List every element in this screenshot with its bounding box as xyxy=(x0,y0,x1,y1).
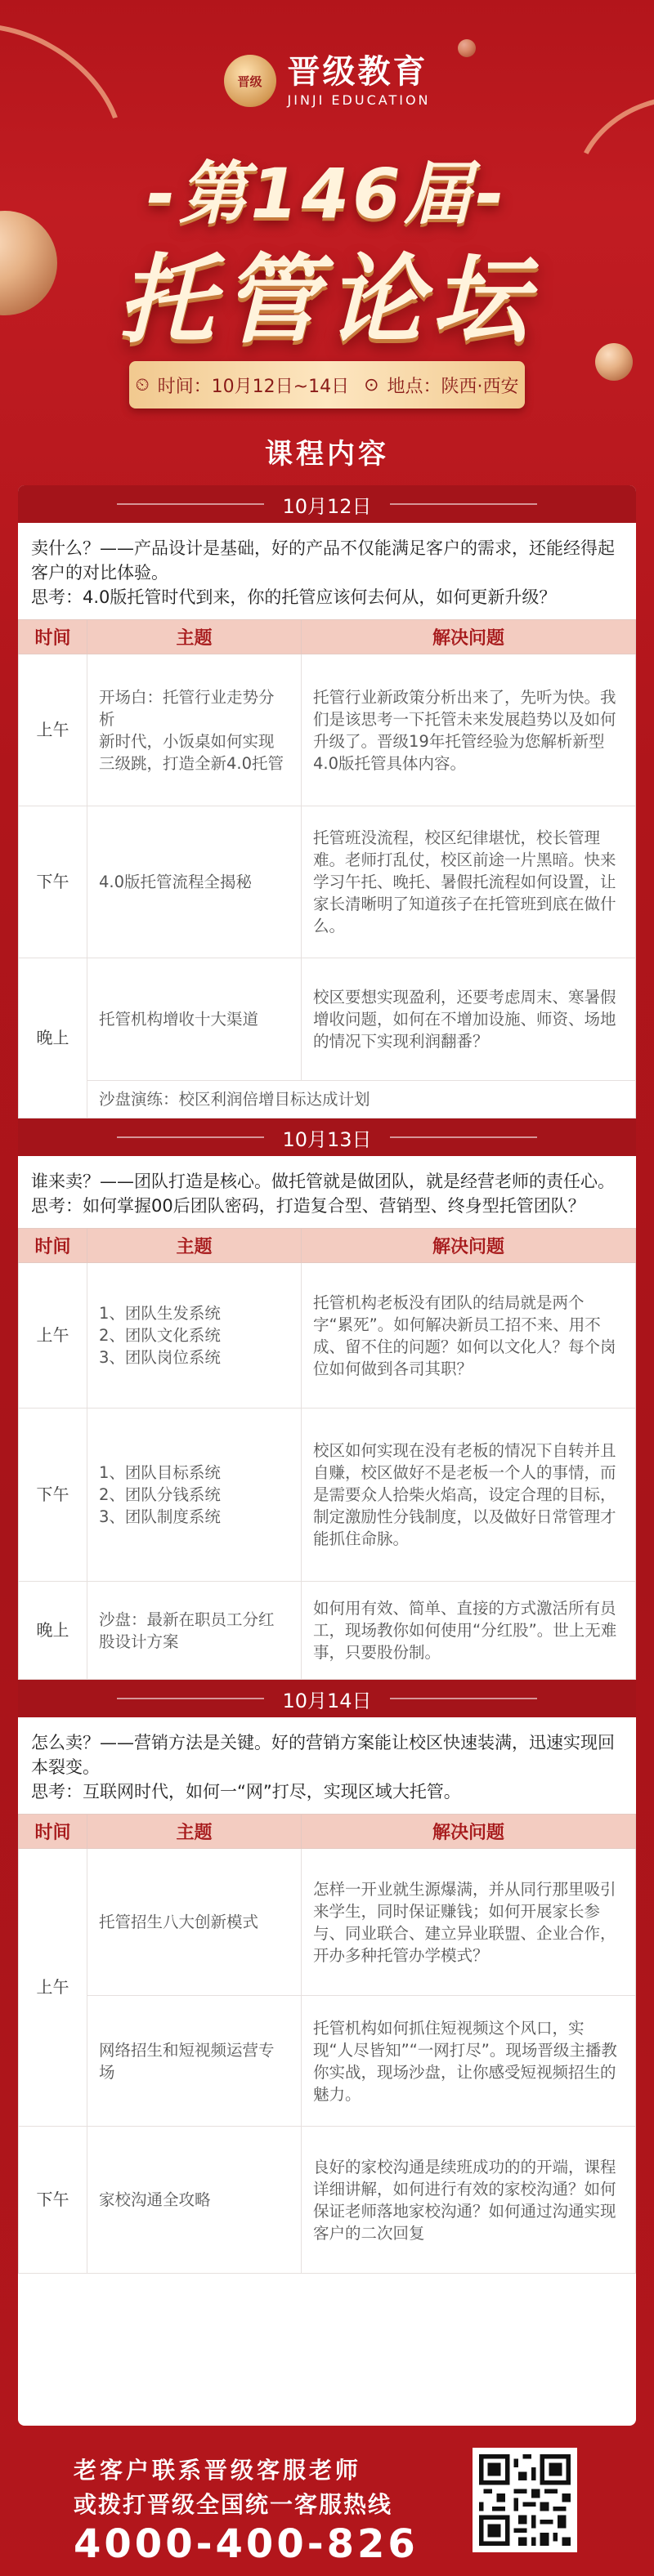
row-topic: 家校沟通全攻略 xyxy=(87,2127,302,2274)
day-date: 10月12日 xyxy=(282,494,372,518)
table-row xyxy=(19,1081,636,1118)
section-title: 课程内容 xyxy=(265,438,389,471)
row-time: 晚上 xyxy=(19,1582,87,1680)
table-row xyxy=(19,1582,636,1680)
intro-question: 谁来卖？——团队打造是核心。做托管就是做团队，就是经营老师的责任心。 xyxy=(31,1172,615,1191)
event-time: 时间：10月12日~14日 xyxy=(157,376,350,397)
col-header-topic: 主题 xyxy=(87,620,302,654)
day-header xyxy=(18,1680,636,1717)
row-time: 上午 xyxy=(19,1849,87,2127)
brand-name-en: JINJI EDUCATION xyxy=(287,92,431,108)
table-row xyxy=(19,1849,636,1996)
table-row xyxy=(19,2127,636,2274)
row-topic: 1、团队生发系统 2、团队文化系统 3、团队岗位系统 xyxy=(87,1263,302,1409)
row-solve: 良好的家校沟通是续班成功的的开端，课程详细讲解，如何进行有效的家校沟通？如何保证老师落地家校沟通？如何通过沟通实现客户的二次回复 xyxy=(302,2127,636,2274)
row-time: 晚上 xyxy=(19,958,87,1118)
table-row xyxy=(19,1263,636,1409)
event-place: 地点：陕西·西安 xyxy=(387,376,519,397)
clock-icon: ⏲ xyxy=(135,374,150,395)
row-solve: 如何用有效、简单、直接的方式激活所有员工，现场教你如何使用“分红股”。世上无难事，只要股份制。 xyxy=(302,1582,636,1680)
contact-footer xyxy=(0,2436,654,2576)
row-topic: 开场白：托管行业走势分析 新时代，小饭桌如何实现三级跳，打造全新4.0托管 xyxy=(87,654,302,806)
row-topic: 沙盘：最新在职员工分红股设计方案 xyxy=(87,1582,302,1680)
intro-thought: 思考：如何掌握00后团队密码，打造复合型、营销型、终身型托管团队？ xyxy=(31,1196,585,1216)
row-time: 下午 xyxy=(19,2127,87,2274)
row-solve: 托管班没流程，校区纪律堪忧，校长管理难。老师打乱仗，校区前途一片黑暗。快来学习午托、晚托、暑假托流程如何设置，让家长清晰明了知道孩子在托管班到底在做什么。 xyxy=(302,806,636,958)
schedule-card xyxy=(18,485,636,2426)
edition-title: -第146届- xyxy=(146,154,508,234)
day-schedule-table xyxy=(18,1228,636,1680)
col-header-time: 时间 xyxy=(19,620,87,654)
brand-logo xyxy=(0,54,654,108)
row-solve: 校区如何实现在没有老板的情况下自转并且自赚，校区做好不是老板一个人的事情，而是需要众人拾柴火焰高，设定合理的目标，制定激励性分钱制度，以及做好日常管理才能抓住命脉。 xyxy=(302,1409,636,1582)
row-solve: 托管机构老板没有团队的结局就是两个字“累死”。如何解决新员工招不来、用不成、留不住的问题？如何以文化人？每个岗位如何做到各司其职？ xyxy=(302,1263,636,1409)
footer-line1: 老客户联系晋级客服老师 xyxy=(74,2457,362,2484)
table-row xyxy=(19,806,636,958)
table-row xyxy=(19,1409,636,1582)
row-topic: 1、团队目标系统 2、团队分钱系统 3、团队制度系统 xyxy=(87,1409,302,1582)
row-extra: 沙盘演练：校区利润倍增目标达成计划 xyxy=(87,1081,636,1118)
day-intro xyxy=(18,1717,636,1814)
day-date: 10月13日 xyxy=(282,1127,372,1151)
row-solve: 托管机构如何抓住短视频这个风口，实现“人尽皆知”“一网打尽”。现场晋级主播教你实战，现场沙盘，让你感受短视频招生的魅力。 xyxy=(302,1996,636,2127)
table-row xyxy=(19,958,636,1081)
intro-thought: 思考：互联网时代，如何一“网”打尽，实现区域大托管。 xyxy=(31,1782,461,1801)
row-topic: 托管机构增收十大渠道 xyxy=(87,958,302,1081)
row-solve: 校区要想实现盈利，还要考虑周末、寒暑假增收问题，如何在不增加设施、师资、场地的情况下实现利润翻番？ xyxy=(302,958,636,1081)
row-time: 上午 xyxy=(19,1263,87,1409)
footer-line2: 或拨打晋级全国统一客服热线 xyxy=(74,2491,393,2518)
forum-title: 托管论坛 xyxy=(117,243,536,356)
day-header xyxy=(18,485,636,523)
col-header-time: 时间 xyxy=(19,1229,87,1263)
row-time: 下午 xyxy=(19,806,87,958)
row-solve: 怎样一开业就生源爆满，并从同行那里吸引来学生，同时保证赚钱；如何开展家长参与、同业联合、建立异业联盟、企业合作，开办多种托管办学模式？ xyxy=(302,1849,636,1996)
intro-question: 卖什么？——产品设计是基础，好的产品不仅能满足客户的需求，还能经得起客户的对比体验。 xyxy=(31,538,615,583)
brand-name: 晋级教育 xyxy=(287,53,428,91)
col-header-solve: 解决问题 xyxy=(302,1229,636,1263)
qr-code-icon[interactable] xyxy=(473,2448,577,2552)
row-topic: 网络招生和短视频运营专场 xyxy=(87,1996,302,2127)
location-pin-icon: ⊙ xyxy=(364,374,379,395)
day-date: 10月14日 xyxy=(282,1689,372,1712)
col-header-solve: 解决问题 xyxy=(302,620,636,654)
table-row xyxy=(19,1996,636,2127)
day-intro xyxy=(18,1156,636,1228)
table-row xyxy=(19,654,636,806)
col-header-solve: 解决问题 xyxy=(302,1815,636,1849)
intro-thought: 思考：4.0版托管时代到来，你的托管应该何去何从，如何更新升级？ xyxy=(31,587,557,607)
row-topic: 托管招生八大创新模式 xyxy=(87,1849,302,1996)
intro-question: 怎么卖？——营销方法是关键。好的营销方案能让校区快速装满，迅速实现回本裂变。 xyxy=(31,1733,615,1777)
col-header-topic: 主题 xyxy=(87,1229,302,1263)
row-solve: 托管行业新政策分析出来了，先听为快。我们是该思考一下托管未来发展趋势以及如何升级了。晋级19年托管经验为您解析新型4.0版托管具体内容。 xyxy=(302,654,636,806)
event-info-bar xyxy=(129,361,525,408)
day-schedule-table xyxy=(18,1814,636,2274)
col-header-time: 时间 xyxy=(19,1815,87,1849)
row-time: 下午 xyxy=(19,1409,87,1582)
brand-mark-icon: 晋级 xyxy=(224,55,276,107)
hotline-number[interactable]: 4000-400-826 xyxy=(74,2521,419,2567)
day-header xyxy=(18,1118,636,1156)
day-intro xyxy=(18,523,636,619)
col-header-topic: 主题 xyxy=(87,1815,302,1849)
row-topic: 4.0版托管流程全揭秘 xyxy=(87,806,302,958)
day-schedule-table xyxy=(18,619,636,1118)
row-time: 上午 xyxy=(19,654,87,806)
